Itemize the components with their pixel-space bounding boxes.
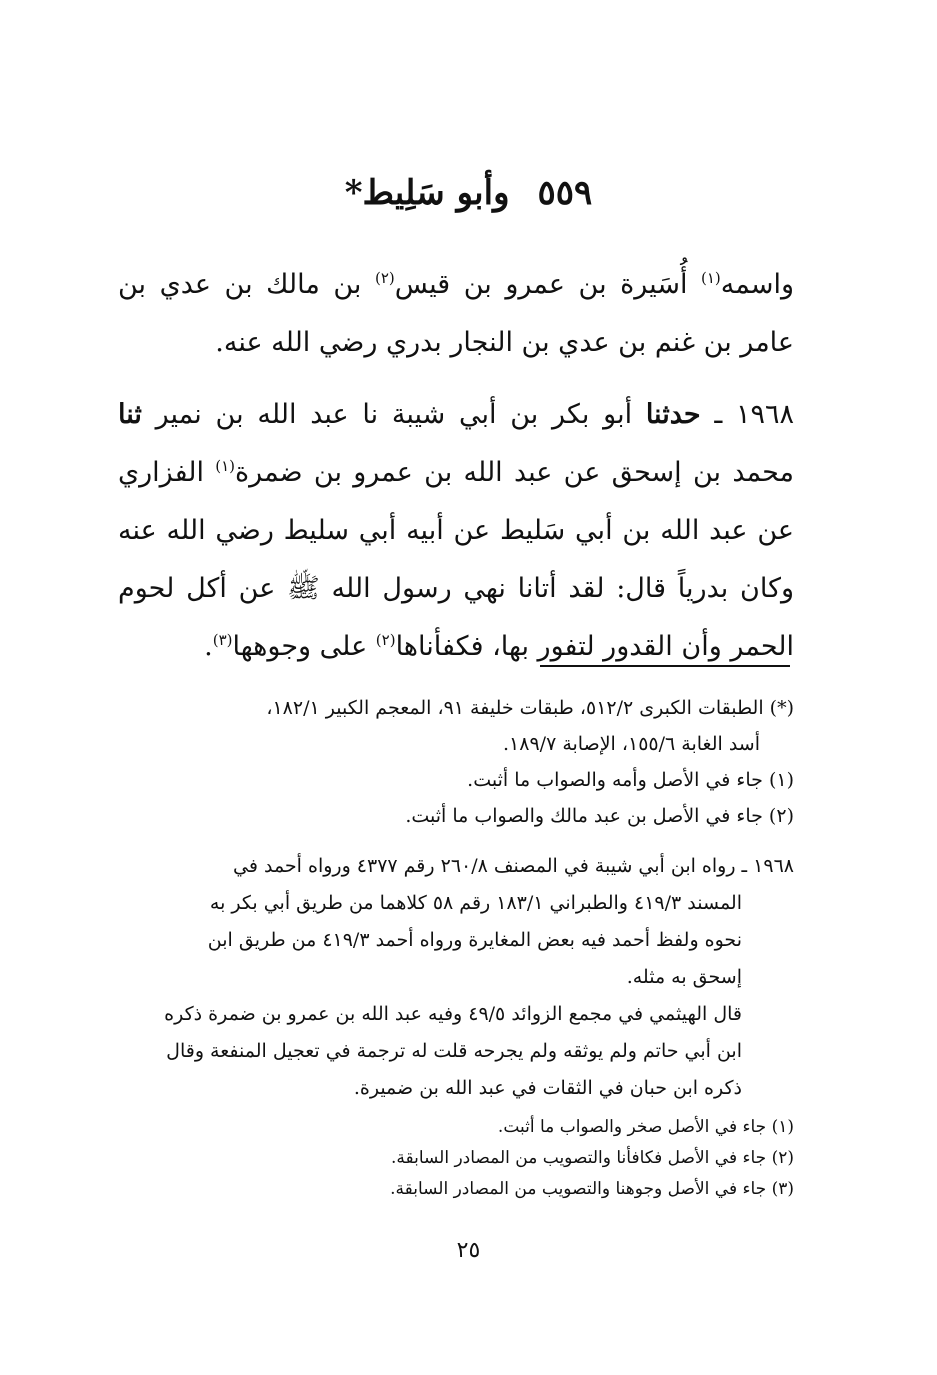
takhrij-line: ذكره ابن حبان في الثقات في عبد الله بن ضميرة. [353,1077,742,1099]
hadith-footnote-3: (٣) جاء في الأصل وجوهنا والتصويب من المصادر السابقة. [390,1179,794,1199]
footnote-ref: (١) [215,457,236,475]
hadith-text-1: أبو بكر بن أبي شيبة نا عبد الله بن نمير [141,399,646,430]
footnote-1: (١) جاء في الأصل وأمه والصواب ما أثبت. [467,769,794,791]
page-number: ٢٥ [456,1238,481,1263]
hadith-footnote-1: (١) جاء في الأصل صخر والصواب ما أثبت. [497,1117,794,1137]
takhrij-line: إسحق به مثله. [626,966,742,988]
hadith-footnote-2: (٢) جاء في الأصل فكافأنا والتصويب من المصادر السابقة. [390,1148,794,1168]
intro-text-3: بن مالك بن عدي بن عامر بن غنم بن عدي بن النجار بدري رضي الله عنه. [118,269,794,358]
hadith-text-4: على وجوهها [232,631,376,662]
hadith-takhrij [118,848,794,1107]
hadith-text-3: الفزاري عن عبد الله بن أبي سَليط عن أبيه أبي سليط رضي الله عنه وكان بدرياً قال: لقد أتانا نهي رسول الله ﷺ عن أكل لحوم الحمر وأن القدور لتفور بها، فكفأناها [118,457,794,662]
hadith-paragraph [118,386,794,676]
intro-text-2: أُسَيرة بن عمرو بن قيس [394,269,701,300]
footnote-ref: (١) [700,269,721,287]
sources-footnote: (*) الطبقات الكبرى ٥١٢/٢، طبقات خليفة ٩١، المعجم الكبير ١٨٢/١، [266,697,794,719]
takhrij-line: قال الهيثمي في مجمع الزوائد ٤٩/٥ وفيه عبد الله بن عمرو بن ضمرة ذكره [164,1003,742,1025]
sources-footnote-cont: أسد الغابة ١٥٥/٦، الإصابة ١٨٩/٧. [503,733,760,755]
biography-paragraph [118,256,794,372]
hadith-narration-word: حدثنا [645,399,701,430]
takhrij-line: ١٩٦٨ ـ رواه ابن أبي شيبة في المصنف ٢٦٠/٨ رقم ٤٣٧٧ ورواه أحمد في [233,855,794,877]
takhrij-line: المسند ٤١٩/٣ والطبراني ١٨٣/١ رقم ٥٨ كلاهما من طريق أبي بكر به [209,892,742,914]
footnote-2: (٢) جاء في الأصل بن عبد مالك والصواب ما أثبت. [405,805,794,827]
entry-number: ٥٥٩ [537,173,593,213]
footnote-ref: (٣) [212,631,233,649]
footnote-ref: (٢) [374,269,395,287]
footnote-ref: (٢) [375,631,396,649]
entry-name: وأبو سَلِيط* [344,173,510,213]
takhrij-line: ابن أبي حاتم ولم يوثقه ولم يجرحه قلت له ترجمة في تعجيل المنفعة وقال [166,1040,742,1062]
hadith-text-2: محمد بن إسحق عن عبد الله بن عمرو بن ضمرة [235,457,794,488]
entry-heading [0,168,937,218]
hadith-number: ١٩٦٨ ـ [700,399,794,430]
hadith-text-5: . [204,631,213,662]
footnote-divider [540,665,790,667]
takhrij-line: نحوه ولفظ أحمد فيه بعض المغايرة ورواه أحمد ٤١٩/٣ من طريق ابن [207,929,742,951]
hadith-narration-word: ثنا [118,399,142,430]
intro-text-1: واسمه [720,269,795,300]
biography-footnotes [118,690,794,834]
hadith-footnotes [300,1112,794,1205]
